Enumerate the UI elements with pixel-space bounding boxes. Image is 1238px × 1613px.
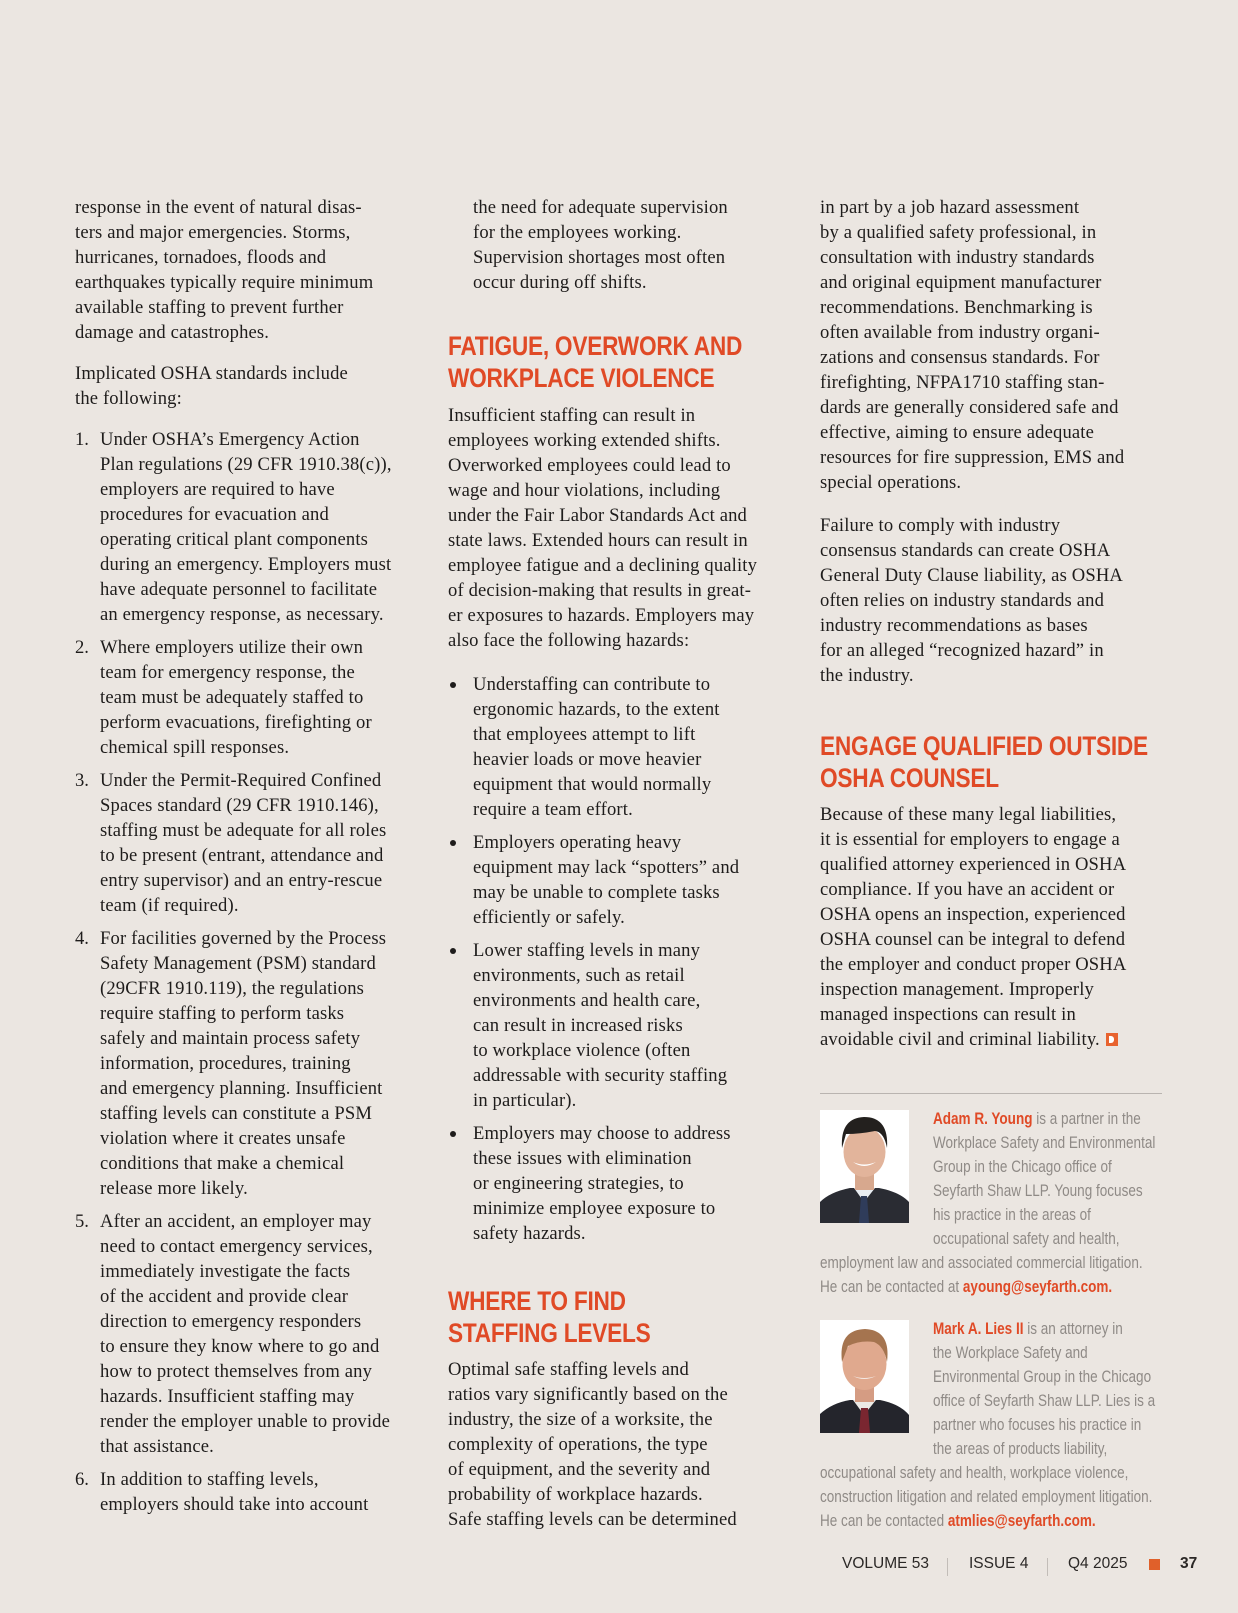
body-line: employee fatigue and a declining quality <box>448 555 758 576</box>
bullet-item-line: Employers operating heavy <box>473 832 682 853</box>
list-item-line: perform evacuations, firefighting or <box>100 712 372 733</box>
body-line-text: OSHA counsel can be integral to defend <box>820 929 1126 950</box>
list-item-line: employers should take into account <box>100 1494 369 1515</box>
bio-line: Group in the Chicago office of <box>933 1158 1112 1176</box>
bullet-item-line: equipment may lack “spotters” and <box>473 857 740 878</box>
body-line: industry, the size of a worksite, the <box>448 1409 713 1430</box>
list-item-line: employers are required to have <box>100 479 335 500</box>
bullet-item-line: to workplace violence (often <box>473 1040 691 1061</box>
bullet-item-line: Employers may choose to address <box>473 1123 731 1144</box>
list-item-line: After an accident, an employer may <box>100 1211 372 1232</box>
bullet-item-line: Understaffing can contribute to <box>473 674 711 695</box>
body-line: er exposures to hazards. Employers may <box>448 605 755 626</box>
body-line: probability of workplace hazards. <box>448 1484 703 1505</box>
body-line: Safe staffing levels can be determined <box>448 1509 737 1530</box>
bullet-icon <box>450 682 456 688</box>
bio-line: Environmental Group in the Chicago <box>933 1368 1152 1386</box>
section-heading-where: STAFFING LEVELS <box>448 1318 651 1348</box>
bullet-item-line: environments, such as retail <box>473 965 685 986</box>
author-name: Adam R. Young <box>933 1110 1033 1128</box>
list-item-line: (29CFR 1910.119), the regulations <box>100 978 365 999</box>
list-item-line: hazards. Insufficient staffing may <box>100 1386 355 1407</box>
body-line: Supervision shortages most often <box>473 247 726 268</box>
body-line <box>820 827 1120 852</box>
bio-first-line <box>933 1107 1141 1131</box>
list-item-line: how to protect themselves from any <box>100 1361 373 1382</box>
author-photo-mark-lies <box>820 1320 909 1433</box>
bio-line: the Workplace Safety and <box>933 1344 1088 1362</box>
body-line <box>820 902 1126 927</box>
body-line: often available from industry organi- <box>820 322 1100 343</box>
bullet-item-line: require a team effort. <box>473 799 633 820</box>
list-item-line: of the accident and provide clear <box>100 1286 349 1307</box>
bullet-item-line: Lower staffing levels in many <box>473 940 701 961</box>
list-item-line: Spaces standard (29 CFR 1910.146), <box>100 795 379 816</box>
bullet-icon <box>450 1131 456 1137</box>
list-item-line: release more likely. <box>100 1178 248 1199</box>
body-line: effective, aiming to ensure adequate <box>820 422 1095 443</box>
list-item-line: procedures for evacuation and <box>100 504 329 525</box>
bullet-item-line: can result in increased risks <box>473 1015 683 1036</box>
list-number: 1. <box>75 429 89 450</box>
bullet-icon <box>450 948 456 954</box>
body-line: under the Fair Labor Standards Act and <box>448 505 747 526</box>
body-line: the industry. <box>820 665 914 686</box>
list-item-line: In addition to staffing levels, <box>100 1469 319 1490</box>
bullet-item-line: efficiently or safely. <box>473 907 625 928</box>
section-heading-where: WHERE TO FIND <box>448 1286 626 1316</box>
bullet-item-line: in particular). <box>473 1090 577 1111</box>
bullet-item-line: heavier loads or move heavier <box>473 749 702 770</box>
body-line-text: managed inspections can result in <box>820 1004 1076 1025</box>
bullet-item-line: addressable with security staffing <box>473 1065 728 1086</box>
body-line: the following: <box>75 388 182 409</box>
body-line: Insufficient staffing can result in <box>448 405 696 426</box>
list-item-line: that assistance. <box>100 1436 214 1457</box>
bio-line: the areas of products liability, <box>933 1440 1108 1458</box>
body-line: complexity of operations, the type <box>448 1434 708 1455</box>
bio-text: is an attorney in <box>1023 1320 1123 1338</box>
body-line: of decision-making that results in great- <box>448 580 752 601</box>
body-line-text: qualified attorney experienced in OSHA <box>820 854 1127 875</box>
body-line-text: the employer and conduct proper OSHA <box>820 954 1127 975</box>
bullet-item-line: ergonomic hazards, to the extent <box>473 699 720 720</box>
body-line-text: inspection management. Improperly <box>820 979 1094 1000</box>
bullet-item-line: minimize employee exposure to <box>473 1198 716 1219</box>
list-number: 2. <box>75 637 89 658</box>
body-line-text: compliance. If you have an accident or <box>820 879 1115 900</box>
author-email-link[interactable]: ayoung@seyfarth.com. <box>962 1278 1113 1296</box>
list-item-line: Under the Permit-Required Confined <box>100 770 382 791</box>
body-line: industry recommendations as bases <box>820 615 1088 636</box>
body-line: Optimal safe staffing levels and <box>448 1359 689 1380</box>
bio-line: Workplace Safety and Environmental <box>933 1134 1156 1152</box>
body-line: response in the event of natural disas- <box>75 197 362 218</box>
body-line: ratios vary significantly based on the <box>448 1384 728 1405</box>
body-line <box>820 1027 1118 1052</box>
list-item-line: Plan regulations (29 CFR 1910.38(c)), <box>100 454 392 475</box>
footer-issue: ISSUE 4 <box>969 1555 1029 1572</box>
list-number: 4. <box>75 928 89 949</box>
list-item-line: conditions that make a chemical <box>100 1153 345 1174</box>
body-line: special operations. <box>820 472 962 493</box>
body-line-text: avoidable civil and criminal liability. <box>820 1029 1100 1050</box>
list-item-line: entry supervisor) and an entry-rescue <box>100 870 383 891</box>
list-item-line: chemical spill responses. <box>100 737 290 758</box>
bio-text: is a partner in the <box>1032 1110 1141 1128</box>
portrait-icon <box>820 1110 909 1223</box>
list-number: 3. <box>75 770 89 791</box>
bio-line: employment law and associated commercial litigation. <box>820 1254 1143 1272</box>
list-item-line: to be present (entrant, attendance and <box>100 845 384 866</box>
body-line: for an alleged “recognized hazard” in <box>820 640 1104 661</box>
body-line: resources for fire suppression, EMS and <box>820 447 1125 468</box>
author-email-link[interactable]: atmlies@seyfarth.com. <box>947 1512 1096 1530</box>
list-item-line: to ensure they know where to go and <box>100 1336 380 1357</box>
bio-contact-prefix: He can be contacted at <box>820 1278 963 1296</box>
bullet-item-line: may be unable to complete tasks <box>473 882 720 903</box>
list-item-line: immediately investigate the facts <box>100 1261 351 1282</box>
bio-contact-line <box>820 1509 1096 1533</box>
list-item-line: team (if required). <box>100 895 239 916</box>
body-line: consensus standards can create OSHA <box>820 540 1111 561</box>
body-line <box>820 1002 1076 1027</box>
footer-volume: VOLUME 53 <box>842 1555 930 1572</box>
section-heading-fatigue: WORKPLACE VIOLENCE <box>448 363 715 393</box>
body-line: recommendations. Benchmarking is <box>820 297 1093 318</box>
body-line: of equipment, and the severity and <box>448 1459 711 1480</box>
bullet-item-line: safety hazards. <box>473 1223 586 1244</box>
section-heading-engage: OSHA COUNSEL <box>820 763 999 793</box>
list-item-line: information, procedures, training <box>100 1053 351 1074</box>
bio-line: construction litigation and related employment litigation. <box>820 1488 1153 1506</box>
body-line-text: OSHA opens an inspection, experienced <box>820 904 1126 925</box>
body-line: often relies on industry standards and <box>820 590 1105 611</box>
bio-line: office of Seyfarth Shaw LLP. Lies is a <box>933 1392 1156 1410</box>
list-item-line: team must be adequately staffed to <box>100 687 364 708</box>
list-item-line: For facilities governed by the Process <box>100 928 387 949</box>
body-line: dards are generally considered safe and <box>820 397 1119 418</box>
portrait-icon <box>820 1320 909 1433</box>
footer-divider <box>947 1558 948 1576</box>
list-item-line: require staffing to perform tasks <box>100 1003 345 1024</box>
bullet-item-line: environments and health care, <box>473 990 701 1011</box>
list-item-line: render the employer unable to provide <box>100 1411 391 1432</box>
body-line: by a qualified safety professional, in <box>820 222 1097 243</box>
list-item-line: team for emergency response, the <box>100 662 355 683</box>
body-line: wage and hour violations, including <box>448 480 721 501</box>
body-line: state laws. Extended hours can result in <box>448 530 748 551</box>
bio-line: partner who focuses his practice in <box>933 1416 1142 1434</box>
body-line-text: Because of these many legal liabilities, <box>820 804 1117 825</box>
footer-square-icon <box>1149 1559 1160 1570</box>
body-line <box>820 802 1116 827</box>
bio-line: Seyfarth Shaw LLP. Young focuses <box>933 1182 1143 1200</box>
bullet-item-line: these issues with elimination <box>473 1148 692 1169</box>
list-item-line: have adequate personnel to facilitate <box>100 579 378 600</box>
bio-contact-line <box>820 1275 1112 1299</box>
body-line: earthquakes typically require minimum <box>75 272 374 293</box>
body-line <box>820 852 1126 877</box>
body-line: Overworked employees could lead to <box>448 455 731 476</box>
bio-line: occupational safety and health, workplace violence, <box>820 1464 1129 1482</box>
list-item-line: and emergency planning. Insufficient <box>100 1078 383 1099</box>
author-name: Mark A. Lies II <box>933 1320 1024 1338</box>
bio-first-line <box>933 1317 1123 1341</box>
section-heading-fatigue: FATIGUE, OVERWORK AND <box>448 331 743 361</box>
section-heading-engage: ENGAGE QUALIFIED OUTSIDE <box>820 731 1148 761</box>
list-item-line: operating critical plant components <box>100 529 369 550</box>
body-line: and original equipment manufacturer <box>820 272 1102 293</box>
list-number: 6. <box>75 1469 89 1490</box>
list-item-line: an emergency response, as necessary. <box>100 604 384 625</box>
body-line: occur during off shifts. <box>473 272 647 293</box>
list-item-line: Under OSHA’s Emergency Action <box>100 429 360 450</box>
bio-divider <box>820 1093 1162 1094</box>
body-line: Implicated OSHA standards include <box>75 363 348 384</box>
bio-line: occupational safety and health, <box>933 1230 1120 1248</box>
bullet-item-line: that employees attempt to lift <box>473 724 696 745</box>
body-line <box>820 952 1126 977</box>
body-line: hurricanes, tornadoes, floods and <box>75 247 327 268</box>
body-line: firefighting, NFPA1710 staffing stan- <box>820 372 1105 393</box>
body-line: damage and catastrophes. <box>75 322 270 343</box>
bullet-item-line: equipment that would normally <box>473 774 712 795</box>
body-line: Failure to comply with industry <box>820 515 1061 536</box>
bio-contact-prefix: He can be contacted <box>820 1512 948 1530</box>
bullet-icon <box>450 840 456 846</box>
list-item-line: need to contact emergency services, <box>100 1236 373 1257</box>
bio-line: his practice in the areas of <box>933 1206 1091 1224</box>
footer-divider <box>1047 1558 1048 1576</box>
author-photo-adam-young <box>820 1110 909 1223</box>
list-item-line: violation where it creates unsafe <box>100 1128 346 1149</box>
body-line <box>820 877 1114 902</box>
bullet-item-line: or engineering strategies, to <box>473 1173 684 1194</box>
list-item-line: staffing must be adequate for all roles <box>100 820 387 841</box>
list-item-line: during an emergency. Employers must <box>100 554 392 575</box>
body-line: zations and consensus standards. For <box>820 347 1100 368</box>
body-line: also face the following hazards: <box>448 630 690 651</box>
body-line: consultation with industry standards <box>820 247 1095 268</box>
body-line: available staffing to prevent further <box>75 297 344 318</box>
footer-quarter: Q4 2025 <box>1068 1555 1128 1572</box>
body-line: General Duty Clause liability, as OSHA <box>820 565 1123 586</box>
body-line <box>820 977 1094 1002</box>
list-item-line: Where employers utilize their own <box>100 637 364 658</box>
body-line: employees working extended shifts. <box>448 430 721 451</box>
body-line: the need for adequate supervision <box>473 197 728 218</box>
body-line <box>820 927 1125 952</box>
list-item-line: safely and maintain process safety <box>100 1028 361 1049</box>
body-line: in part by a job hazard assessment <box>820 197 1080 218</box>
body-line: for the employees working. <box>473 222 682 243</box>
list-number: 5. <box>75 1211 89 1232</box>
end-of-article-icon <box>1106 1033 1118 1046</box>
page-number: 37 <box>1180 1555 1198 1572</box>
body-line-text: it is essential for employers to engage a <box>820 829 1120 850</box>
body-line: ters and major emergencies. Storms, <box>75 222 351 243</box>
list-item-line: staffing levels can constitute a PSM <box>100 1103 373 1124</box>
list-item-line: Safety Management (PSM) standard <box>100 953 376 974</box>
list-item-line: direction to emergency responders <box>100 1311 362 1332</box>
